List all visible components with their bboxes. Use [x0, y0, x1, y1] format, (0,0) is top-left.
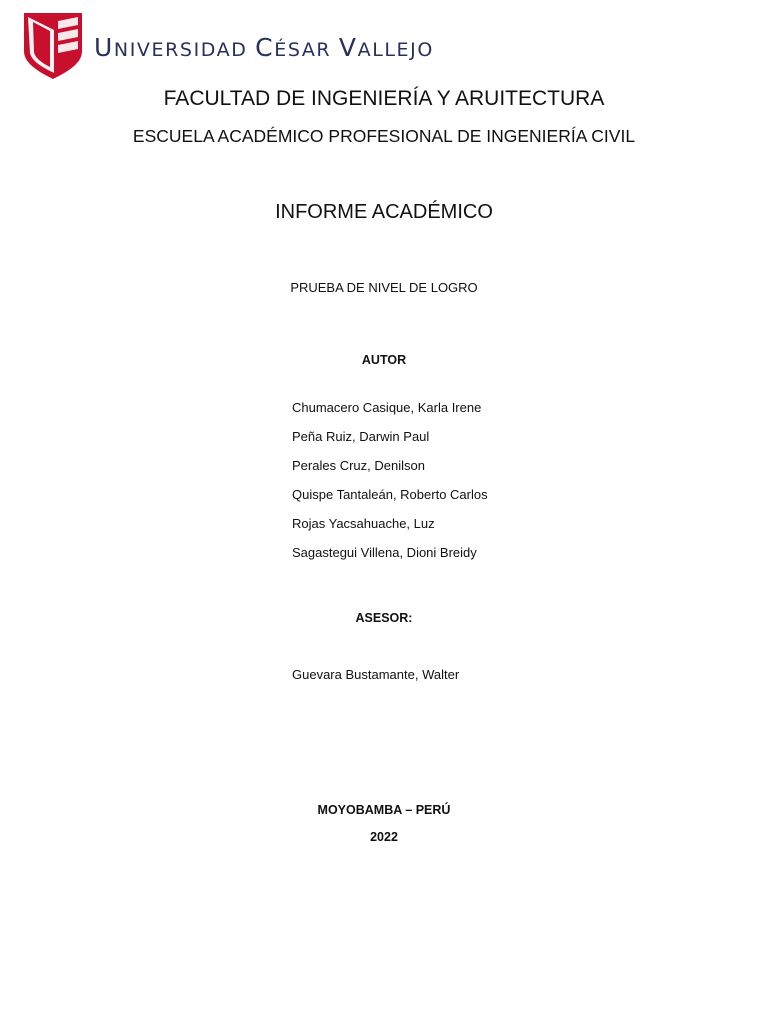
- author-list: [292, 399, 488, 573]
- location-label: MOYOBAMBA – PERÚ: [317, 803, 451, 817]
- author-name: Quispe Tantaleán, Roberto Carlos: [292, 487, 488, 502]
- author-name: Chumacero Casique, Karla Irene: [292, 400, 482, 415]
- author-label: AUTOR: [361, 353, 407, 367]
- report-title: INFORME ACADÉMICO: [275, 201, 493, 223]
- university-name: UNIVERSIDAD CÉSAR VALLEJO: [94, 33, 434, 62]
- university-shield-icon: [24, 13, 82, 79]
- year-label: 2022: [370, 830, 398, 844]
- university-logo: [24, 13, 444, 81]
- faculty-title: FACULTAD DE INGENIERÍA Y ARUITECTURA: [163, 87, 605, 110]
- author-name: Rojas Yacsahuache, Luz: [292, 516, 435, 531]
- author-name: Peña Ruiz, Darwin Paul: [292, 429, 430, 444]
- advisor-name: Guevara Bustamante, Walter: [292, 667, 460, 682]
- report-subtitle: PRUEBA DE NIVEL DE LOGRO: [290, 280, 478, 295]
- advisor-label: ASESOR:: [355, 611, 413, 625]
- author-name: Perales Cruz, Denilson: [292, 458, 425, 473]
- school-title: ESCUELA ACADÉMICO PROFESIONAL DE INGENIERÍA CIVIL: [132, 126, 636, 146]
- author-name: Sagastegui Villena, Dioni Breidy: [292, 545, 477, 560]
